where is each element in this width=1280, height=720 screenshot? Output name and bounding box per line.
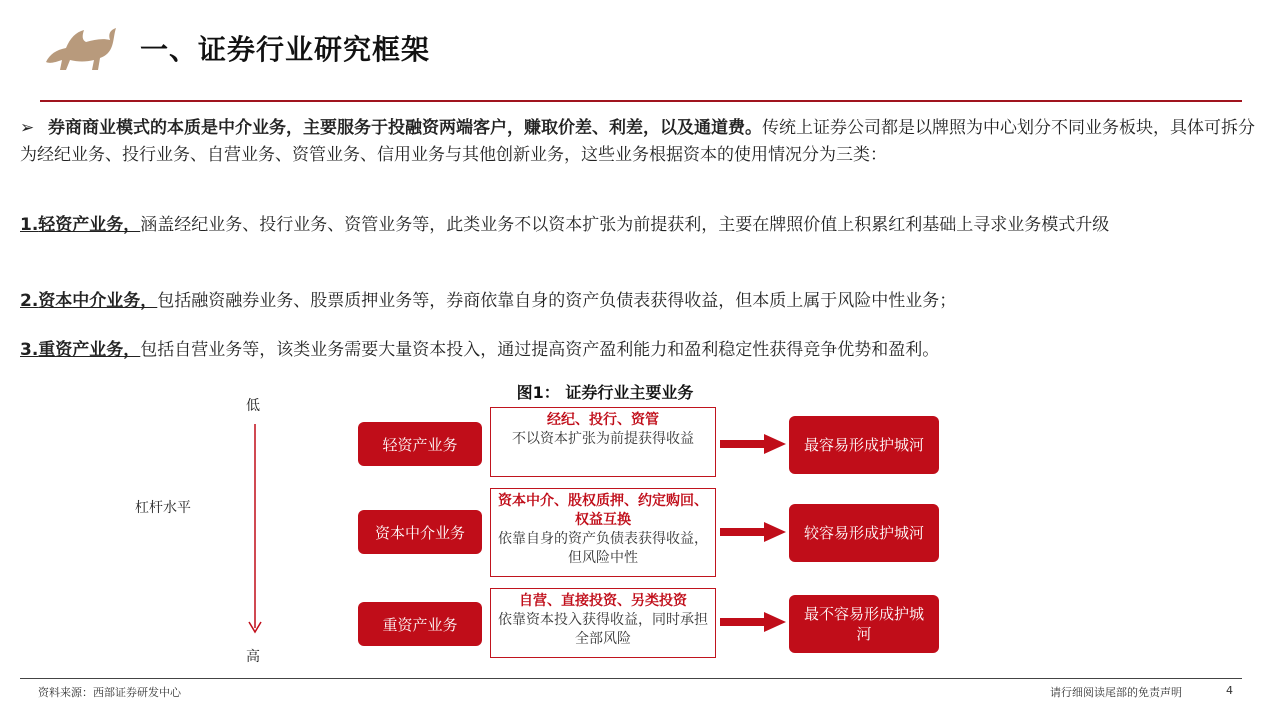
leverage-high-label: 高 xyxy=(246,649,260,665)
leverage-axis-label: 杠杆水平 xyxy=(135,500,191,516)
result-heavy-asset: 最不容易形成护城河 xyxy=(789,595,939,653)
desc-3-text: 依靠资本投入获得收益，同时承担全部风险 xyxy=(498,612,708,647)
item-3-label: 重资产业务， xyxy=(38,340,141,360)
item-capital-intermediary xyxy=(20,288,1255,315)
arrow-right-icon xyxy=(720,522,786,542)
result-light-asset: 最容易形成护城河 xyxy=(789,416,939,474)
item-1-text: 涵盖经纪业务、投行业务、资管业务等，此类业务不以资本扩张为前提获利，主要在牌照价值上积累红利基础上寻求业务模式升级 xyxy=(140,215,1110,235)
desc-2-highlight: 资本中介、股权质押、约定购回、权益互换 xyxy=(498,493,708,528)
item-heavy-asset xyxy=(20,337,1255,364)
arrow-right-icon xyxy=(720,612,786,632)
disclaimer-link[interactable]: 请行细阅读尾部的免责声明 xyxy=(1050,686,1182,699)
page-number: 4 xyxy=(1226,684,1233,697)
item-3-num: 3. xyxy=(20,340,39,360)
leverage-low-label: 低 xyxy=(246,398,260,414)
bullet-arrow-icon: ➢ xyxy=(20,118,35,138)
item-light-asset xyxy=(20,212,1255,239)
item-2-num: 2. xyxy=(20,291,39,311)
title-divider xyxy=(40,100,1242,102)
category-capital-intermediary: 资本中介业务 xyxy=(358,510,482,554)
intro-text: 传统上证券公司都是以牌照为中心划分不同业务板块，具体可拆分为经纪业务、投行业务、自营业务、资管业务、信用业务与其他创新业务，这些业务根据资本的使用情况分为三类： xyxy=(20,118,1255,165)
source-note: 资料来源：西部证券研发中心 xyxy=(38,686,181,699)
item-1-label: 轻资产业务， xyxy=(38,215,141,235)
leverage-down-arrow-icon xyxy=(240,420,270,640)
category-heavy-asset: 重资产业务 xyxy=(358,602,482,646)
item-2-text: 包括融资融券业务、股票质押业务等，券商依靠自身的资产负债表获得收益，但本质上属于风险中性业务； xyxy=(157,291,957,311)
desc-capital-intermediary xyxy=(490,488,716,577)
item-2-label: 资本中介业务， xyxy=(38,291,158,311)
intro-bold-text: 券商商业模式的本质是中介业务，主要服务于投融资两端客户，赚取价差、利差，以及通道费。 xyxy=(48,118,762,138)
intro-paragraph xyxy=(20,115,1255,169)
desc-1-highlight: 经纪、投行、资管 xyxy=(547,412,659,428)
desc-1-text: 不以资本扩张为前提获得收益 xyxy=(512,431,694,447)
category-light-asset: 轻资产业务 xyxy=(358,422,482,466)
bull-logo-icon xyxy=(40,24,122,76)
desc-light-asset xyxy=(490,407,716,477)
desc-heavy-asset xyxy=(490,588,716,658)
item-3-text: 包括自营业务等，该类业务需要大量资本投入，通过提高资产盈利能力和盈利稳定性获得竞争优势和盈利。 xyxy=(140,340,940,360)
desc-2-text: 依靠自身的资产负债表获得收益，但风险中性 xyxy=(498,531,708,566)
page-title: 一、证券行业研究框架 xyxy=(140,33,431,66)
figure-title: 图1： 证券行业主要业务 xyxy=(516,383,694,402)
footer-divider xyxy=(20,678,1242,679)
arrow-right-icon xyxy=(720,434,786,454)
desc-3-highlight: 自营、直接投资、另类投资 xyxy=(519,593,687,609)
result-capital-intermediary: 较容易形成护城河 xyxy=(789,504,939,562)
item-1-num: 1. xyxy=(20,215,39,235)
